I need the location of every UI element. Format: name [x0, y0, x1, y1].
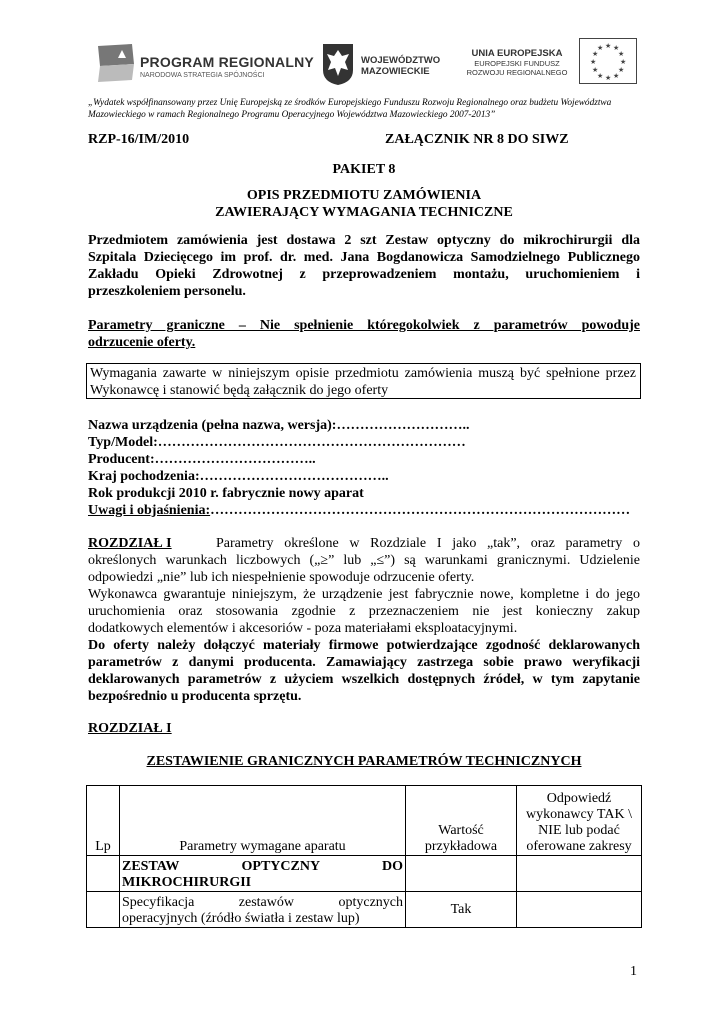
- header-value-line1: Wartość: [438, 823, 484, 838]
- program-regionalny-logo: [92, 38, 312, 86]
- svg-text:★: ★: [592, 66, 599, 74]
- program-title: PROGRAM REGIONALNY: [140, 54, 314, 70]
- intro-line: Szpitala Dziecięcego im prof. dr. med. Jana Bogdanowicza Samodzielnego Publicznego: [88, 250, 640, 265]
- eu-line3: ROZWOJU REGIONALNEGO: [466, 68, 568, 77]
- attachment-label: ZAŁĄCZNIK NR 8 DO SIWZ: [385, 132, 569, 147]
- eu-label: [459, 48, 575, 77]
- intro-line: Przedmiotem zamówienia jest dostawa 2 szt Zestaw optyczny do mikrochirurgii dla: [88, 233, 640, 248]
- title-line2: ZAWIERAJĄCY WYMAGANIA TECHNICZNE: [215, 205, 513, 220]
- svg-text:★: ★: [618, 50, 625, 58]
- header-response-line2: wykonawcy TAK \: [526, 807, 632, 822]
- header-value: [406, 786, 517, 856]
- svg-text:★: ★: [597, 44, 604, 52]
- svg-text:★: ★: [590, 58, 597, 66]
- wojewodztwo-line2: MAZOWIECKIE: [361, 66, 430, 77]
- svg-text:★: ★: [605, 42, 612, 50]
- header-response: [517, 786, 642, 856]
- svg-text:★: ★: [620, 58, 627, 66]
- header-response-line4: oferowane zakresy: [526, 839, 632, 854]
- rozdzial-text-line: Parametry określone w Rozdziale I jako „tak”, oraz parametry o: [216, 536, 640, 551]
- eu-line1: UNIA EUROPEJSKA: [471, 48, 563, 59]
- eagle-emblem-icon: [321, 42, 355, 86]
- requirements-line1: Wymagania zawarte w niniejszym opisie przedmiotu zamówienia muszą być spełnione przez: [90, 366, 636, 381]
- cell-param-line1: Specyfikacja zestawów optycznych: [122, 895, 403, 910]
- cell-param-line2: operacyjnych (źródło światła i zestaw lup): [122, 911, 360, 926]
- requirements-box: [86, 363, 641, 399]
- rozdzial-text-line: Wykonawca gwarantuje niniejszym, że urządzenie jest fabrycznie nowe, kompletne i do jego: [88, 587, 640, 602]
- field-producer: Producent:……………………………..: [88, 452, 316, 467]
- header-response-line1: Odpowiedź: [546, 791, 612, 806]
- header-value-line2: przykładowa: [424, 839, 498, 854]
- eu-flag-icon: [579, 38, 637, 84]
- cell-value: Tak: [406, 892, 517, 928]
- parameters-table: [86, 785, 642, 928]
- svg-text:★: ★: [613, 72, 620, 80]
- header-param: Parametry wymagane aparatu: [120, 786, 406, 856]
- cell-param-line2: MIKROCHIRURGII: [122, 875, 252, 890]
- field-device-name: Nazwa urządzenia (pełna nazwa, wersja):………………………..: [88, 418, 470, 433]
- intro-line: Zakładu Opieki Zdrowotnej z przeprowadzeniem montażu, uruchomieniem i: [88, 267, 640, 282]
- cell-response: [517, 856, 642, 892]
- program-subtitle: NARODOWA STRATEGIA SPÓJNOŚCI: [140, 72, 265, 79]
- header-response-line3: NIE lub podać: [538, 823, 620, 838]
- page-number: 1: [630, 964, 637, 979]
- table-header-row: [87, 786, 642, 856]
- cell-response: [517, 892, 642, 928]
- params-line2: odrzucenie oferty.: [88, 335, 196, 350]
- cell-param: [120, 892, 406, 928]
- intro-line: przeszkoleniem personelu.: [88, 284, 246, 299]
- table-heading: ZESTAWIENIE GRANICZNYCH PARAMETRÓW TECHNICZNYCH: [146, 754, 582, 769]
- field-notes: [88, 502, 630, 519]
- rozdzial-text-line: odpowiedzi „nie” lub ich niespełnienie spowoduje odrzucenie oferty.: [88, 570, 475, 585]
- eu-line2: EUROPEJSKI FUNDUSZ: [474, 59, 560, 68]
- title-line1: OPIS PRZEDMIOTU ZAMÓWIENIA: [246, 188, 482, 203]
- table-row: [87, 892, 642, 928]
- reference-number: RZP-16/IM/2010: [88, 132, 190, 147]
- field-type-model: Typ/Model:…………………………………………………………: [88, 435, 466, 450]
- cell-lp: [87, 892, 120, 928]
- field-notes-dots: ………………………………………………………………………………: [210, 503, 631, 518]
- svg-text:★: ★: [618, 66, 625, 74]
- section-heading: ROZDZIAŁ I: [88, 721, 172, 736]
- bold-text-line: parametrów z danymi producenta. Zamawiający zastrzega sobie prawo weryfikacji: [88, 655, 640, 670]
- package-title: PAKIET 8: [332, 162, 396, 177]
- svg-text:★: ★: [613, 44, 620, 52]
- cell-value: [406, 856, 517, 892]
- field-country: Kraj pochodzenia:…………………………………..: [88, 469, 389, 484]
- cell-param: [120, 856, 406, 892]
- svg-text:★: ★: [592, 50, 599, 58]
- requirements-line2: Wykonawcę i stanowić będą załącznik do jego oferty: [90, 383, 389, 398]
- wojewodztwo-line1: WOJEWÓDZTWO: [361, 55, 441, 66]
- params-line1: Parametry graniczne – Nie spełnienie któregokolwiek z parametrów powoduje: [88, 318, 640, 333]
- cofinancing-note: [88, 97, 648, 121]
- field-notes-label: Uwagi i objaśnienia:: [88, 503, 211, 518]
- bold-text-line: Do oferty należy dołączyć materiały firmowe potwierdzające zgodność deklarowanych: [88, 638, 640, 653]
- flag-logo-icon: [92, 40, 138, 84]
- rozdzial-text-line: określonych warunkach liczbowych („≥” lub „≤”) są warunkami granicznymi. Udzielenie: [88, 553, 640, 568]
- cell-lp: [87, 856, 120, 892]
- cofinancing-line2: Mazowieckiego w ramach Regionalnego Programu Operacyjnego Województwa Mazowieckiego 2007-2013”: [88, 110, 496, 120]
- wojewodztwo-label: [361, 55, 440, 77]
- bold-text-line: bezpośrednio u producenta sprzętu.: [88, 689, 302, 704]
- cofinancing-line1: „Wydatek współfinansowany przez Unię Europejską ze środków Europejskiego Funduszu Rozwoju Regionalnego oraz budżetu Województwa: [88, 98, 612, 108]
- rozdzial-text-line: uruchomienia oraz stosowania zgodnie z przeznaczeniem nie jest konieczny zakup: [88, 604, 640, 619]
- rozdzial-text-line: dodatkowych elementów i akcesoriów - poza materiałami eksploatacyjnymi.: [88, 621, 518, 636]
- bold-text-line: deklarowanych parametrów z użyciem wszelkich dostępnych źródeł, w tym zapytanie: [88, 672, 640, 687]
- svg-text:★: ★: [597, 72, 604, 80]
- header-lp: Lp: [87, 786, 120, 856]
- cell-param-line1: ZESTAW OPTYCZNY DO: [122, 859, 403, 874]
- svg-text:★: ★: [605, 74, 612, 82]
- field-year: Rok produkcji 2010 r. fabrycznie nowy aparat: [88, 486, 364, 501]
- rozdzial-label: ROZDZIAŁ I: [88, 536, 172, 551]
- table-row: [87, 856, 642, 892]
